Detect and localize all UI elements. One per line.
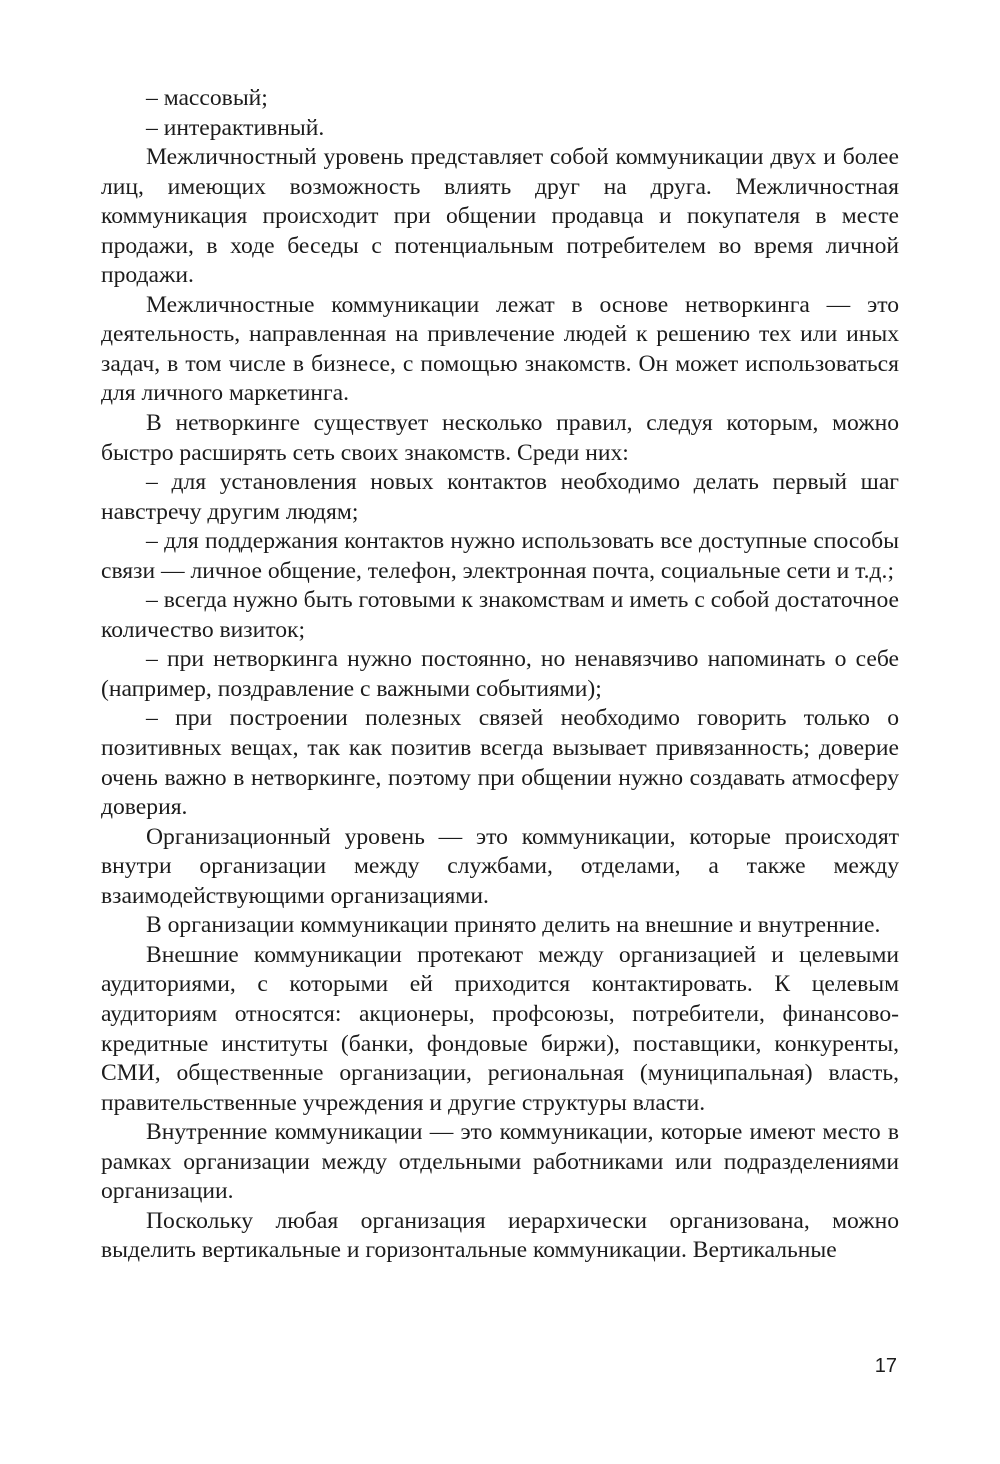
list-item-reminders: – при нетворкинга нужно постоянно, но ненавязчиво напоминать о себе (например, поздравление с важными событиями); — [101, 646, 899, 702]
page-number: 17 — [874, 1355, 897, 1377]
list-item-mass: – массовый; — [146, 85, 268, 111]
paragraph-internal-communications: Внутренние коммуникации — это коммуникации, которые имеют место в рамках организации между отдельными работниками или подразделениями организации. — [101, 1119, 899, 1205]
list-item-interactive: – интерактивный. — [146, 114, 325, 141]
list-item-first-step: – для установления новых контактов необходимо делать первый шаг навстречу другим людям; — [101, 469, 899, 525]
paragraph-networking: Межличностные коммуникации лежат в основе нетворкинга — это деятельность, направленная на привлечение людей к решению тех или иных задач, в том числе в бизнесе, с помощью знакомств. Он может использоваться для личного маркетинга. — [101, 291, 899, 407]
paragraph-interpersonal-level: Межличностный уровень представляет собой коммуникации двух и более лиц, имеющих возможность влиять друг на друга. Межличностная коммуникация происходит при общении продавца и покупателя в месте продажи, в ходе беседы с потенциальным потребителем во время личной продажи. — [101, 144, 899, 289]
paragraph-external-communications: Внешние коммуникации протекают между организацией и целевыми аудиториями, с которыми ей приходится контактировать. К целевым аудиториям относятся: акционеры, профсоюзы, потребители, финансово-кредитные институты (банки, фондовые биржи), поставщики, конкуренты, СМИ, общественные организации, региональная (муниципальная) власть, правительственные учреждения и другие структуры власти. — [101, 941, 899, 1116]
paragraph-organizational-level: Организационный уровень — это коммуникации, которые происходят внутри организации между службами, отделами, а также между взаимодействующими организациями. — [101, 823, 899, 909]
paragraph-hierarchy: Поскольку любая организация иерархически организована, можно выделить вертикальные и горизонтальные коммуникации. Вертикальные — [101, 1207, 899, 1264]
list-item-positive-things: – при построении полезных связей необходимо говорить только о позитивных вещах, так как позитив всегда вызывает привязанность; доверие очень важно в нетворкинге, поэтому при общении нужно создавать атмосферу доверия. — [101, 705, 899, 821]
page-body — [101, 84, 899, 1266]
paragraph-external-internal: В организации коммуникации принято делить на внешние и внутренние. — [146, 912, 881, 939]
list-item-contact-channels: – для поддержания контактов нужно использовать все доступные способы связи — личное общение, телефон, электронная почта, социальные сети и т.д.; — [101, 528, 899, 584]
list-item-business-cards: – всегда нужно быть готовыми к знакомствам и иметь с собой достаточное количество визиток; — [101, 587, 899, 643]
paragraph-networking-rules: В нетворкинге существует несколько правил, следуя которым, можно быстро расширять сеть своих знакомств. Среди них: — [101, 410, 899, 466]
